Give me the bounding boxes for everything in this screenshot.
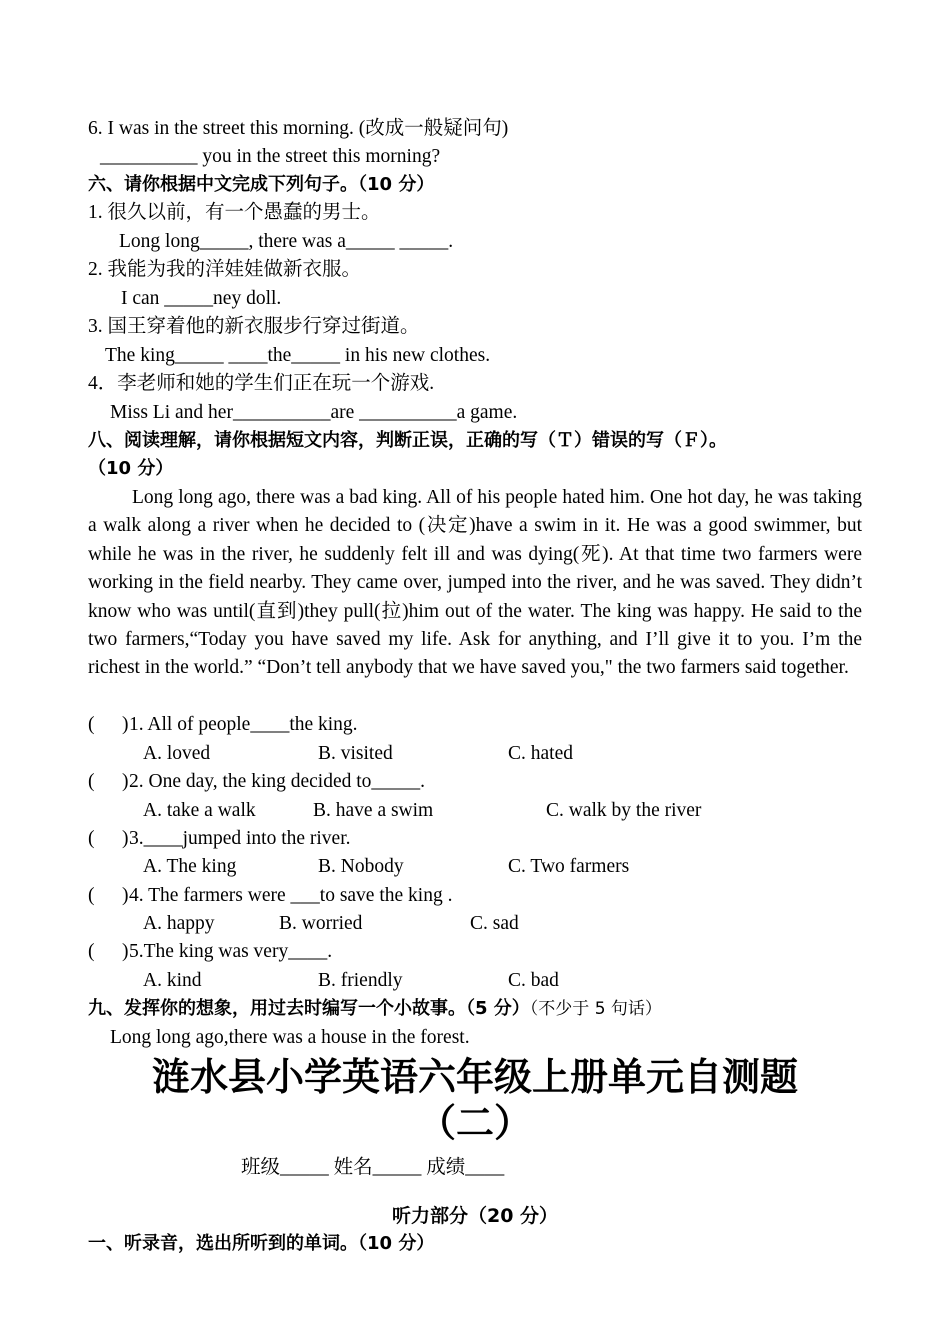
answer-paren-close: )	[122, 828, 129, 849]
sentence-3-english: The king_____ ____the_____ in his new clothes.	[105, 345, 491, 366]
answer-paren-close: )	[122, 714, 129, 735]
option-c: C. sad	[470, 913, 519, 934]
sentence-4-chinese: 4．李老师和她的学生们正在玩一个游戏.	[88, 373, 435, 394]
option-c: C. Two farmers	[508, 856, 630, 877]
question-6: 6. I was in the street this morning. (改成一般疑问句)	[88, 118, 509, 139]
sentence-2-english: I can _____ney doll.	[121, 288, 282, 309]
section-8-heading: 八、阅读理解，请你根据短文内容，判断正误，正确的写（Ｔ）错误的写（Ｆ）。	[88, 430, 727, 451]
option-a: A. kind	[143, 970, 202, 991]
question-stem: 1. All of people____the king.	[129, 714, 358, 735]
section-9-story-start: Long long ago,there was a house in the forest.	[110, 1027, 470, 1048]
sentence-4-english: Miss Li and her__________are __________a game.	[110, 402, 518, 423]
sentence-3-chinese: 3. 国王穿着他的新衣服步行穿过街道。	[88, 316, 420, 337]
answer-paren-open: (	[88, 941, 95, 962]
answer-paren-open: (	[88, 714, 95, 735]
option-c: C. walk by the river	[546, 800, 702, 821]
sentence-1-english: Long long_____, there was a_____ _____.	[119, 231, 454, 252]
question-6-answer-line: __________ you in the street this morning?	[100, 146, 441, 167]
question-stem: 5.The king was very____.	[129, 941, 333, 962]
reading-passage: Long long ago, there was a bad king. All of his people hated him. One hot day, he was taking a walk along a river when he decided to (决定)have a swim in it. He was a good swimmer, but while he was in the river, he suddenly felt ill and was dying(死). At that time two farmers were working in the field nearby. They came over, jumped into the river, and he was saved. They didn’t know who was until(直到)they pull(拉)him out of the water. The king was happy. He said to the two farmers,“Today you have saved my life. Ask for anything, and I’ll give it to you. I’m the richest in the world.” “Don’t tell anybody that we have saved you," the two farmers said together.	[88, 487, 862, 679]
answer-paren-open: (	[88, 771, 95, 792]
option-b: B. have a swim	[313, 800, 434, 821]
answer-paren-close: )	[122, 941, 129, 962]
section-9-note: （不少于 5 句话）	[529, 999, 662, 1019]
answer-paren-open: (	[88, 885, 95, 906]
sentence-1-chinese: 1. 很久以前，有一个愚蠢的男士。	[88, 202, 381, 223]
section-1-heading: 一、听录音，选出所听到的单词。（10 分）	[88, 1233, 435, 1254]
option-b: B. Nobody	[318, 856, 404, 877]
answer-paren-close: )	[122, 885, 129, 906]
section-9-heading-line	[88, 995, 662, 1023]
answer-paren-open: (	[88, 828, 95, 849]
listening-section-heading: 听力部分（20 分）	[391, 1205, 559, 1227]
option-c: C. hated	[508, 743, 573, 764]
question-stem: 2. One day, the king decided to_____.	[129, 771, 426, 792]
option-a: A. The king	[143, 856, 237, 877]
section-8-points: （10 分）	[88, 458, 174, 479]
question-stem: 3.____jumped into the river.	[129, 828, 351, 849]
option-a: A. take a walk	[143, 800, 256, 821]
exam-title: 涟水县小学英语六年级上册单元自测题	[151, 1054, 798, 1099]
option-b: B. worried	[279, 913, 363, 934]
option-c: C. bad	[508, 970, 559, 991]
option-b: B. friendly	[318, 970, 403, 991]
section-9-heading: 九、发挥你的想象，用过去时编写一个小故事。（5 分）	[88, 998, 530, 1019]
section-6-heading: 六、请你根据中文完成下列句子。（10 分）	[88, 174, 435, 195]
option-b: B. visited	[318, 743, 393, 764]
question-stem: 4. The farmers were ___to save the king .	[129, 885, 453, 906]
exam-title-subtitle: （二）	[417, 1100, 532, 1145]
option-a: A. loved	[143, 743, 211, 764]
option-a: A. happy	[143, 913, 215, 934]
sentence-2-chinese: 2. 我能为我的洋娃娃做新衣服。	[88, 259, 362, 280]
student-info-line: 班级_____ 姓名_____ 成绩____	[241, 1157, 505, 1178]
answer-paren-close: )	[122, 771, 129, 792]
